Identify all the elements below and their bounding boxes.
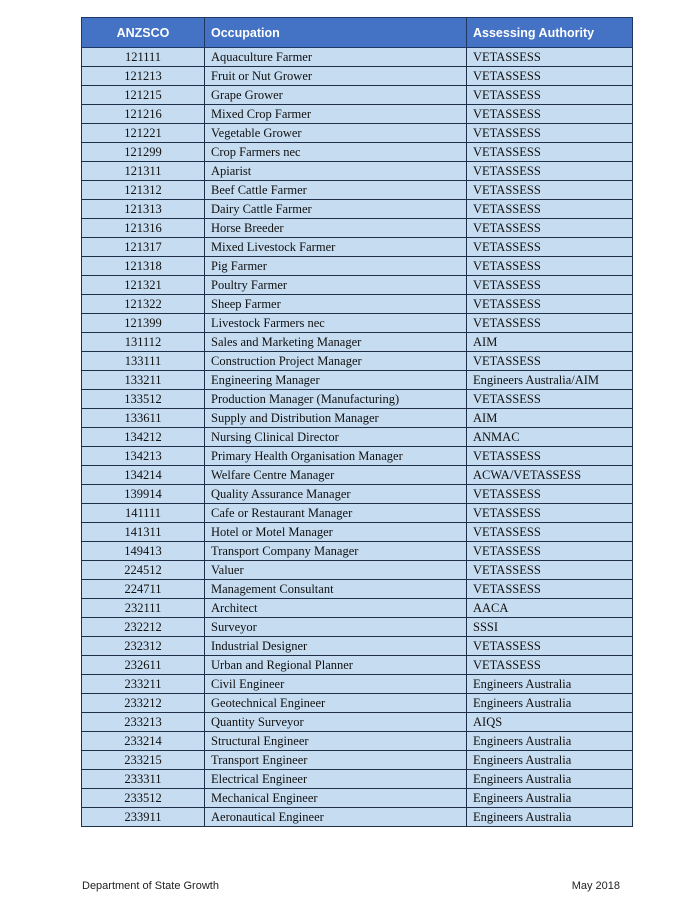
cell-occupation: Valuer xyxy=(205,561,467,580)
table-row xyxy=(82,390,633,409)
table-row xyxy=(82,276,633,295)
table-row xyxy=(82,789,633,808)
table-row xyxy=(82,238,633,257)
cell-anzsco: 134213 xyxy=(82,447,205,466)
cell-authority: VETASSESS xyxy=(467,86,633,105)
cell-occupation: Production Manager (Manufacturing) xyxy=(205,390,467,409)
table-row xyxy=(82,219,633,238)
cell-authority: VETASSESS xyxy=(467,390,633,409)
footer-date: May 2018 xyxy=(571,880,620,892)
cell-authority: VETASSESS xyxy=(467,143,633,162)
table-row xyxy=(82,67,633,86)
table-row xyxy=(82,352,633,371)
table-row xyxy=(82,371,633,390)
cell-anzsco: 141111 xyxy=(82,504,205,523)
cell-anzsco: 232312 xyxy=(82,637,205,656)
cell-occupation: Mechanical Engineer xyxy=(205,789,467,808)
cell-occupation: Vegetable Grower xyxy=(205,124,467,143)
cell-anzsco: 121311 xyxy=(82,162,205,181)
table-body xyxy=(82,48,633,827)
cell-anzsco: 121316 xyxy=(82,219,205,238)
cell-authority: VETASSESS xyxy=(467,295,633,314)
cell-occupation: Construction Project Manager xyxy=(205,352,467,371)
cell-anzsco: 121213 xyxy=(82,67,205,86)
table-row xyxy=(82,181,633,200)
cell-anzsco: 121317 xyxy=(82,238,205,257)
cell-authority: VETASSESS xyxy=(467,276,633,295)
table-row xyxy=(82,295,633,314)
cell-occupation: Urban and Regional Planner xyxy=(205,656,467,675)
cell-occupation: Livestock Farmers nec xyxy=(205,314,467,333)
cell-occupation: Sales and Marketing Manager xyxy=(205,333,467,352)
cell-anzsco: 121215 xyxy=(82,86,205,105)
table-row xyxy=(82,580,633,599)
cell-authority: VETASSESS xyxy=(467,561,633,580)
cell-occupation: Aeronautical Engineer xyxy=(205,808,467,827)
table-row xyxy=(82,694,633,713)
cell-anzsco: 224512 xyxy=(82,561,205,580)
cell-occupation: Management Consultant xyxy=(205,580,467,599)
header-row xyxy=(82,18,633,48)
header-anzsco: ANZSCO xyxy=(82,18,205,48)
cell-anzsco: 141311 xyxy=(82,523,205,542)
cell-authority: VETASSESS xyxy=(467,181,633,200)
table-row xyxy=(82,542,633,561)
cell-authority: Engineers Australia xyxy=(467,732,633,751)
cell-authority: VETASSESS xyxy=(467,523,633,542)
cell-authority: Engineers Australia xyxy=(467,789,633,808)
cell-occupation: Engineering Manager xyxy=(205,371,467,390)
cell-occupation: Pig Farmer xyxy=(205,257,467,276)
cell-anzsco: 232111 xyxy=(82,599,205,618)
table-row xyxy=(82,333,633,352)
cell-occupation: Grape Grower xyxy=(205,86,467,105)
cell-occupation: Transport Company Manager xyxy=(205,542,467,561)
cell-authority: AACA xyxy=(467,599,633,618)
cell-authority: VETASSESS xyxy=(467,504,633,523)
table-row xyxy=(82,599,633,618)
cell-authority: Engineers Australia xyxy=(467,694,633,713)
cell-occupation: Crop Farmers nec xyxy=(205,143,467,162)
cell-authority: VETASSESS xyxy=(467,485,633,504)
cell-anzsco: 121318 xyxy=(82,257,205,276)
cell-authority: SSSI xyxy=(467,618,633,637)
cell-authority: ANMAC xyxy=(467,428,633,447)
cell-occupation: Primary Health Organisation Manager xyxy=(205,447,467,466)
cell-occupation: Structural Engineer xyxy=(205,732,467,751)
table-row xyxy=(82,314,633,333)
cell-anzsco: 133111 xyxy=(82,352,205,371)
cell-authority: VETASSESS xyxy=(467,162,633,181)
cell-occupation: Electrical Engineer xyxy=(205,770,467,789)
cell-authority: VETASSESS xyxy=(467,238,633,257)
table-row xyxy=(82,162,633,181)
cell-anzsco: 233512 xyxy=(82,789,205,808)
footer-department: Department of State Growth xyxy=(82,880,219,892)
cell-anzsco: 232212 xyxy=(82,618,205,637)
cell-authority: VETASSESS xyxy=(467,67,633,86)
cell-occupation: Beef Cattle Farmer xyxy=(205,181,467,200)
cell-authority: Engineers Australia xyxy=(467,675,633,694)
cell-authority: AIQS xyxy=(467,713,633,732)
cell-occupation: Nursing Clinical Director xyxy=(205,428,467,447)
cell-occupation: Sheep Farmer xyxy=(205,295,467,314)
table-row xyxy=(82,618,633,637)
cell-anzsco: 121221 xyxy=(82,124,205,143)
table-row xyxy=(82,485,633,504)
cell-occupation: Aquaculture Farmer xyxy=(205,48,467,67)
cell-anzsco: 133611 xyxy=(82,409,205,428)
cell-occupation: Quantity Surveyor xyxy=(205,713,467,732)
header-assessing-authority: Assessing Authority xyxy=(467,18,633,48)
cell-occupation: Architect xyxy=(205,599,467,618)
cell-authority: VETASSESS xyxy=(467,200,633,219)
cell-occupation: Apiarist xyxy=(205,162,467,181)
table-row xyxy=(82,656,633,675)
cell-authority: Engineers Australia xyxy=(467,770,633,789)
cell-occupation: Horse Breeder xyxy=(205,219,467,238)
cell-authority: AIM xyxy=(467,409,633,428)
cell-occupation: Industrial Designer xyxy=(205,637,467,656)
header-occupation: Occupation xyxy=(205,18,467,48)
cell-anzsco: 121216 xyxy=(82,105,205,124)
cell-occupation: Dairy Cattle Farmer xyxy=(205,200,467,219)
cell-occupation: Transport Engineer xyxy=(205,751,467,770)
table-row xyxy=(82,466,633,485)
table-header xyxy=(82,18,633,48)
cell-anzsco: 121313 xyxy=(82,200,205,219)
cell-occupation: Poultry Farmer xyxy=(205,276,467,295)
cell-anzsco: 134214 xyxy=(82,466,205,485)
table-row xyxy=(82,428,633,447)
cell-anzsco: 233213 xyxy=(82,713,205,732)
table-row xyxy=(82,48,633,67)
cell-occupation: Fruit or Nut Grower xyxy=(205,67,467,86)
cell-anzsco: 149413 xyxy=(82,542,205,561)
cell-anzsco: 232611 xyxy=(82,656,205,675)
cell-occupation: Mixed Crop Farmer xyxy=(205,105,467,124)
cell-anzsco: 121399 xyxy=(82,314,205,333)
cell-authority: Engineers Australia/AIM xyxy=(467,371,633,390)
table-row xyxy=(82,143,633,162)
table-row xyxy=(82,86,633,105)
cell-anzsco: 121111 xyxy=(82,48,205,67)
cell-authority: Engineers Australia xyxy=(467,808,633,827)
cell-occupation: Quality Assurance Manager xyxy=(205,485,467,504)
cell-authority: VETASSESS xyxy=(467,124,633,143)
table-row xyxy=(82,409,633,428)
cell-authority: VETASSESS xyxy=(467,257,633,276)
cell-occupation: Civil Engineer xyxy=(205,675,467,694)
cell-authority: VETASSESS xyxy=(467,447,633,466)
cell-authority: Engineers Australia xyxy=(467,751,633,770)
table-row xyxy=(82,504,633,523)
cell-anzsco: 121312 xyxy=(82,181,205,200)
table-row xyxy=(82,105,633,124)
cell-authority: VETASSESS xyxy=(467,48,633,67)
table-row xyxy=(82,808,633,827)
table-row xyxy=(82,523,633,542)
table-row xyxy=(82,561,633,580)
cell-anzsco: 139914 xyxy=(82,485,205,504)
cell-anzsco: 233311 xyxy=(82,770,205,789)
cell-authority: VETASSESS xyxy=(467,314,633,333)
cell-occupation: Mixed Livestock Farmer xyxy=(205,238,467,257)
cell-occupation: Hotel or Motel Manager xyxy=(205,523,467,542)
cell-occupation: Cafe or Restaurant Manager xyxy=(205,504,467,523)
cell-anzsco: 121299 xyxy=(82,143,205,162)
table-row xyxy=(82,124,633,143)
cell-authority: VETASSESS xyxy=(467,105,633,124)
cell-authority: VETASSESS xyxy=(467,637,633,656)
cell-authority: VETASSESS xyxy=(467,219,633,238)
table-row xyxy=(82,200,633,219)
cell-anzsco: 233211 xyxy=(82,675,205,694)
occupation-table xyxy=(81,17,633,827)
table-row xyxy=(82,732,633,751)
cell-authority: VETASSESS xyxy=(467,352,633,371)
cell-authority: ACWA/VETASSESS xyxy=(467,466,633,485)
table-row xyxy=(82,257,633,276)
cell-occupation: Surveyor xyxy=(205,618,467,637)
cell-occupation: Welfare Centre Manager xyxy=(205,466,467,485)
table-row xyxy=(82,713,633,732)
cell-anzsco: 121321 xyxy=(82,276,205,295)
cell-occupation: Supply and Distribution Manager xyxy=(205,409,467,428)
cell-anzsco: 131112 xyxy=(82,333,205,352)
cell-anzsco: 133211 xyxy=(82,371,205,390)
cell-authority: VETASSESS xyxy=(467,656,633,675)
cell-anzsco: 233212 xyxy=(82,694,205,713)
cell-anzsco: 133512 xyxy=(82,390,205,409)
cell-anzsco: 121322 xyxy=(82,295,205,314)
cell-occupation: Geotechnical Engineer xyxy=(205,694,467,713)
cell-authority: VETASSESS xyxy=(467,580,633,599)
table-row xyxy=(82,675,633,694)
table-row xyxy=(82,770,633,789)
cell-anzsco: 233215 xyxy=(82,751,205,770)
cell-anzsco: 233214 xyxy=(82,732,205,751)
table-row xyxy=(82,447,633,466)
cell-authority: AIM xyxy=(467,333,633,352)
cell-authority: VETASSESS xyxy=(467,542,633,561)
cell-anzsco: 224711 xyxy=(82,580,205,599)
table-row xyxy=(82,637,633,656)
cell-anzsco: 233911 xyxy=(82,808,205,827)
table-row xyxy=(82,751,633,770)
cell-anzsco: 134212 xyxy=(82,428,205,447)
